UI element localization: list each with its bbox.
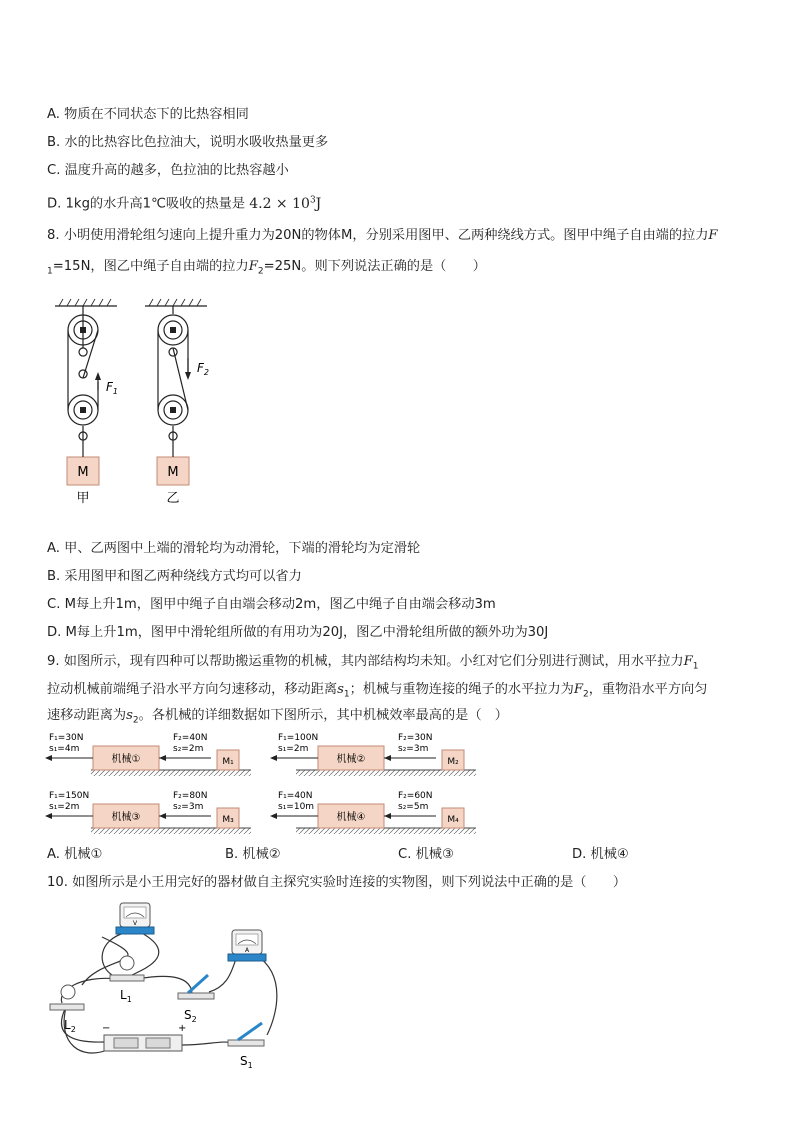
q9-stem-line-1: 9. 如图所示，现有四种可以帮助搬运重物的机械，其内部结构均未知。小红对它们分别进行测试，用水平拉力$F_1$ — [47, 654, 699, 672]
q9-option-d: D. 机械④ — [572, 847, 629, 862]
q9-option-b: B. 机械② — [225, 847, 281, 862]
machine-1-mass-label: M₁ — [222, 757, 234, 767]
label-jia: 甲 — [76, 491, 90, 506]
machine-3-name: 机械③ — [111, 812, 141, 823]
svg-text:S1: $S_1$ — [240, 1054, 253, 1070]
machine-4-s2: s₂=5m — [398, 802, 429, 812]
battery-minus: − — [102, 1023, 111, 1034]
mass-label-yi: M — [167, 465, 179, 480]
machine-3-s1: s₁=2m — [49, 802, 80, 812]
q8-option-a: A. 甲、乙两图中上端的滑轮均为动滑轮，下端的滑轮均为定滑轮 — [47, 541, 421, 556]
voltmeter-label: V — [132, 920, 138, 927]
lamp-l2 — [50, 985, 84, 1034]
machine-2-mass-label: M₂ — [447, 757, 459, 767]
q7-option-d-text: D. 1kg的水升高1℃吸收的热量是 — [47, 196, 246, 212]
q8-pulley-figure — [45, 292, 225, 512]
voltmeter — [116, 903, 154, 934]
q7-option-d-value: $4.2 \times 10^3J$ — [249, 195, 322, 212]
battery-plus: + — [178, 1023, 187, 1034]
label-yi: 乙 — [166, 491, 180, 506]
q7-option-d — [47, 191, 321, 214]
machine-1-s1: s₁=4m — [49, 744, 80, 754]
switch-s1 — [228, 1023, 264, 1070]
machine-4-f1: F₁=40N — [278, 791, 313, 801]
machine-4-name: 机械④ — [336, 812, 366, 823]
q10-circuit-figure — [42, 895, 292, 1085]
machine-3-diagram — [45, 791, 251, 834]
machine-4-diagram — [270, 791, 476, 834]
machine-3-f2: F₂=80N — [173, 791, 208, 801]
q7-option-b: B. 水的比热容比色拉油大，说明水吸收热量更多 — [47, 135, 329, 150]
battery-pack — [102, 1023, 186, 1051]
machine-2-f1: F₁=100N — [278, 733, 319, 743]
q10-stem: 10. 如图所示是小王用完好的器材做自主探究实验时连接的实物图，则下列说法中正确的是（ ） — [47, 875, 627, 890]
machine-2-s1: s₁=2m — [278, 744, 309, 754]
machine-1-name: 机械① — [111, 754, 141, 765]
q9-option-a: A. 机械① — [47, 847, 103, 862]
ammeter — [228, 930, 266, 961]
f1-label: $F_1$ — [106, 380, 118, 396]
machine-2-s2: s₂=3m — [398, 744, 429, 754]
q9-machines-figure — [45, 730, 485, 838]
machine-3-s2: s₂=3m — [173, 802, 204, 812]
q9-stem-line-2: 拉动机械前端绳子沿水平方向匀速移动，移动距离$s_1$；机械与重物连接的绳子的水平拉力为$F_2$，重物沿水平方向匀 — [47, 682, 708, 700]
q8-stem-line-1: 8. 小明使用滑轮组匀速向上提升重力为20N的物体M，分别采用图甲、乙两种绕线方式。图甲中绳子自由端的拉力F — [47, 228, 718, 243]
ammeter-label: A — [244, 947, 250, 954]
q8-stem-line-2: $_1$=15N，图乙中绳子自由端的拉力$F_2=25N$。则下列说法正确的是（ ） — [47, 259, 486, 277]
q8-option-b: B. 采用图甲和图乙两种绕线方式均可以省力 — [47, 569, 302, 584]
q7-option-a: A. 物质在不同状态下的比热容相同 — [47, 107, 249, 122]
machine-4-f2: F₂=60N — [398, 791, 433, 801]
f2-label: $F_2$ — [197, 361, 209, 377]
machine-1-f2: F₂=40N — [173, 733, 208, 743]
machine-4-mass-label: M₄ — [447, 815, 459, 825]
q8-option-d: D. M每上升1m，图甲中滑轮组所做的有用功为20J，图乙中滑轮组所做的额外功为30J — [47, 625, 549, 640]
machine-1-diagram — [45, 733, 251, 776]
q9-stem-line-3: 速移动距离为$s_2$。各机械的详细数据如下图所示，其中机械效率最高的是（ ） — [47, 708, 508, 726]
switch-s2 — [178, 975, 214, 1024]
svg-text:S2: $S_2$ — [184, 1008, 197, 1024]
machine-1-s2: s₂=2m — [173, 744, 204, 754]
svg-text:L2: $L_2$ — [64, 1018, 76, 1034]
machine-2-f2: F₂=30N — [398, 733, 433, 743]
machine-2-name: 机械② — [336, 754, 366, 765]
machine-3-mass-label: M₃ — [222, 815, 234, 825]
mass-label-jia: M — [77, 465, 89, 480]
q8-option-c: C. M每上升1m，图甲中绳子自由端会移动2m，图乙中绳子自由端会移动3m — [47, 597, 496, 612]
machine-2-diagram — [270, 733, 476, 776]
q7-option-c: C. 温度升高的越多，色拉油的比热容越小 — [47, 163, 289, 178]
svg-text:L1: $L_1$ — [120, 988, 132, 1004]
machine-3-f1: F₁=150N — [49, 791, 90, 801]
q9-option-c: C. 机械③ — [398, 847, 454, 862]
machine-1-f1: F₁=30N — [49, 733, 84, 743]
machine-4-s1: s₁=10m — [278, 802, 315, 812]
